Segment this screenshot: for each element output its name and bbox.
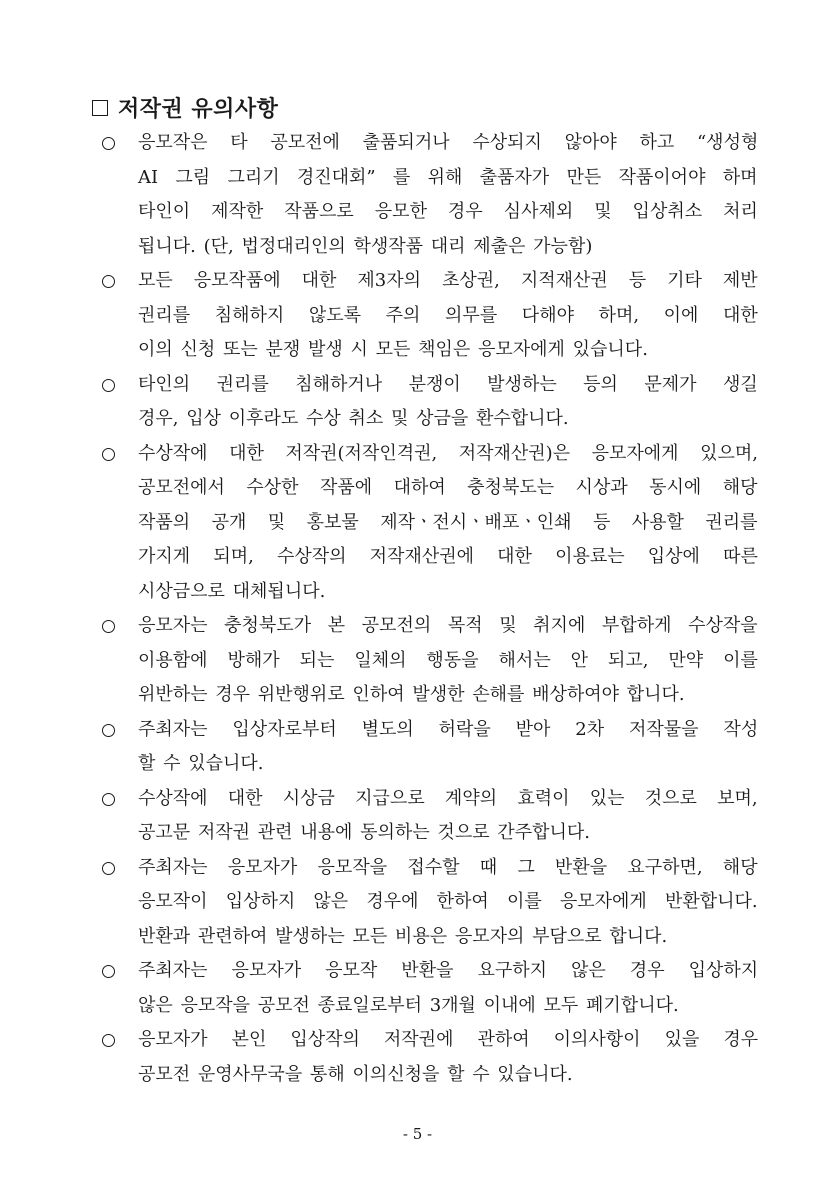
notice-list (100, 126, 758, 1092)
list-item (100, 851, 758, 955)
list-item-line: 응모자가 본인 입상작의 저작권에 관하여 이의사항이 있을 경우 (138, 1029, 759, 1050)
list-item (100, 126, 758, 264)
circle-bullet-icon (102, 793, 115, 806)
list-item-line: 작품의 공개 및 홍보물 제작ㆍ전시ㆍ배포ㆍ인쇄 등 사용할 권리를 (138, 511, 758, 533)
list-item (100, 1023, 758, 1092)
list-item-line: 이용함에 방해가 되는 일체의 행동을 해서는 안 되고, 만약 이를 (138, 649, 758, 671)
circle-bullet-icon (102, 620, 115, 633)
circle-bullet-icon (102, 275, 115, 288)
list-item-line: 반환과 관련하여 발생하는 모든 비용은 응모자의 부담으로 합니다. (138, 925, 668, 947)
list-item-line: 공모전에서 수상한 작품에 대하여 충청북도는 시상과 동시에 해당 (138, 477, 758, 498)
list-item-line: 모든 응모작품에 대한 제3자의 초상권, 지적재산권 등 기타 제반 (138, 270, 758, 291)
list-item (100, 437, 758, 610)
circle-bullet-icon (102, 965, 115, 978)
list-item (100, 782, 758, 851)
list-item-line: AI 그림 그리기 경진대회” 를 위해 출품자가 만든 작품이어야 하며 (138, 166, 758, 188)
list-item-line: 됩니다. (단, 법정대리인의 학생작품 대리 제출은 가능함) (138, 235, 593, 257)
page-number: - 5 - (402, 1125, 433, 1143)
list-item-line: 이의 신청 또는 분쟁 발생 시 모든 책임은 응모자에게 있습니다. (138, 339, 648, 360)
section-heading (92, 92, 278, 123)
list-item-line: 수상작에 대한 시상금 지급으로 계약의 효력이 있는 것으로 보며, (138, 787, 758, 809)
circle-bullet-icon (102, 137, 115, 150)
list-item-line: 시상금으로 대체됩니다. (138, 580, 326, 602)
list-item-line: 응모자는 충청북도가 본 공모전의 목적 및 취지에 부합하게 수상작을 (138, 615, 758, 636)
list-item-line: 가지게 되며, 수상작의 저작재산권에 대한 이용료는 입상에 따른 (138, 546, 758, 567)
list-item-line: 응모작은 타 공모전에 출품되거나 수상되지 않아야 하고 “생성형 (138, 132, 759, 153)
list-item-line: 공모전 운영사무국을 통해 이의신청을 할 수 있습니다. (138, 1063, 573, 1085)
checkbox-icon (92, 100, 108, 116)
list-item-line: 주최자는 응모자가 응모작을 접수할 때 그 반환을 요구하면, 해당 (138, 856, 758, 878)
circle-bullet-icon (102, 862, 115, 875)
circle-bullet-icon (102, 724, 115, 737)
list-item-line: 공고문 저작권 관련 내용에 동의하는 것으로 간주합니다. (138, 822, 590, 843)
list-item (100, 264, 758, 368)
circle-bullet-icon (102, 1034, 115, 1047)
list-item-line: 수상작에 대한 저작권(저작인격권, 저작재산권)은 응모자에게 있으며, (138, 442, 758, 464)
list-item-line: 않은 응모작을 공모전 종료일로부터 3개월 이내에 모두 폐기합니다. (138, 994, 679, 1016)
section-heading-text: 저작권 유의사항 (118, 97, 279, 122)
list-item-line: 타인이 제작한 작품으로 응모한 경우 심사제외 및 입상취소 처리 (138, 201, 758, 222)
list-item-line: 주최자는 응모자가 응모작 반환을 요구하지 않은 경우 입상하지 (138, 960, 759, 981)
list-item-line: 경우, 입상 이후라도 수상 취소 및 상금을 환수합니다. (138, 408, 569, 429)
list-item-line: 응모작이 입상하지 않은 경우에 한하여 이를 응모자에게 반환합니다. (138, 891, 758, 912)
circle-bullet-icon (102, 448, 115, 461)
list-item-line: 위반하는 경우 위반행위로 인하여 발생한 손해를 배상하여야 합니다. (138, 684, 685, 705)
list-item (100, 609, 758, 713)
list-item-line: 할 수 있습니다. (138, 753, 264, 774)
circle-bullet-icon (102, 379, 115, 392)
list-item (100, 954, 758, 1023)
list-item-line: 주최자는 입상자로부터 별도의 허락을 받아 2차 저작물을 작성 (138, 718, 759, 740)
list-item (100, 713, 758, 782)
list-item-line: 타인의 권리를 침해하거나 분쟁이 발생하는 등의 문제가 생길 (138, 373, 758, 395)
list-item-line: 권리를 침해하지 않도록 주의 의무를 다해야 하며, 이에 대한 (138, 304, 758, 326)
list-item (100, 368, 758, 437)
